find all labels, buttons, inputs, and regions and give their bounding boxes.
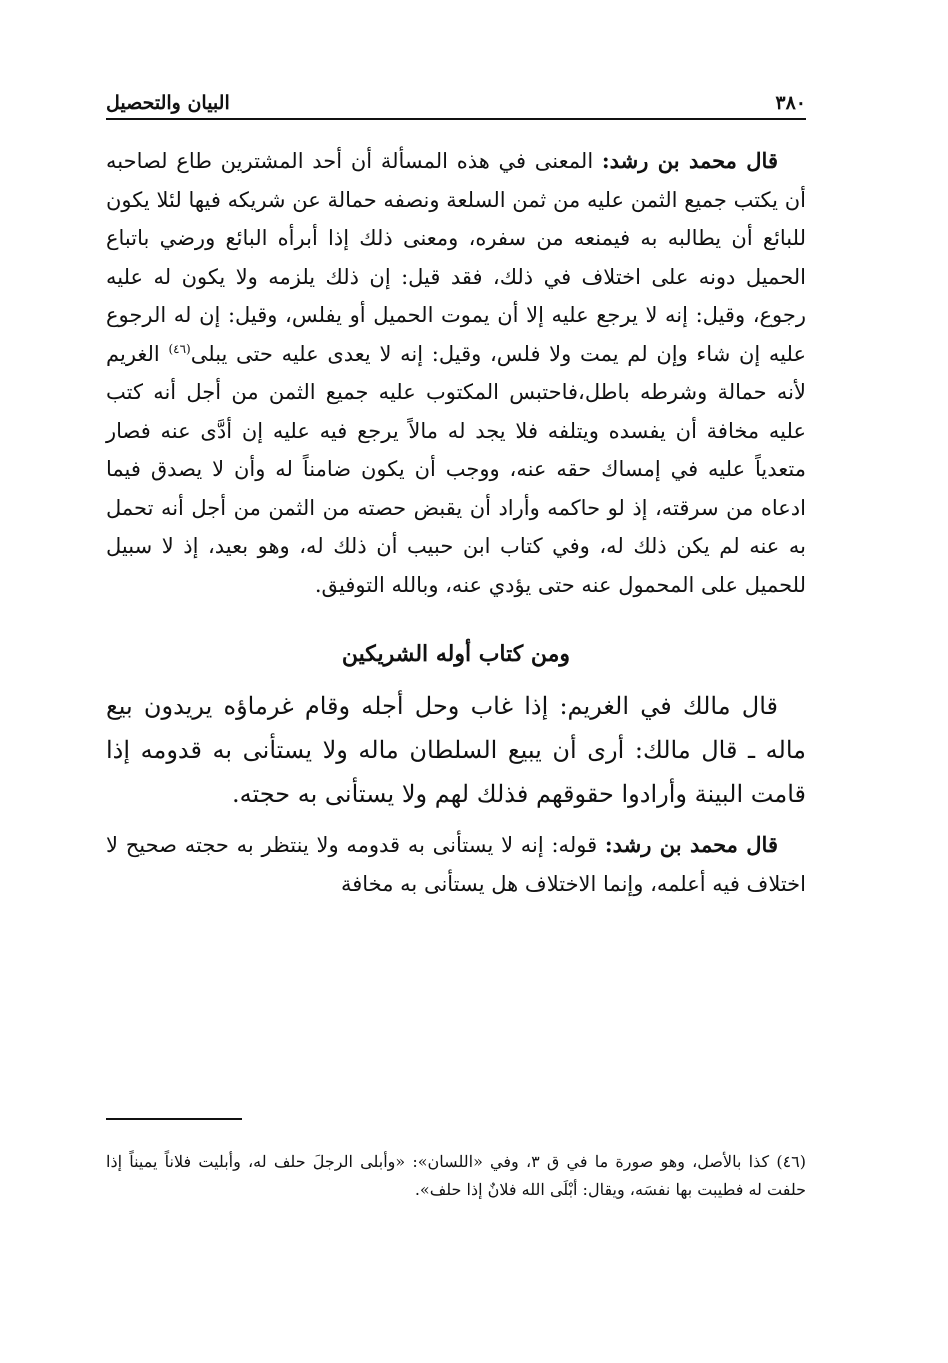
footnote-reference: (٤٦): [168, 341, 191, 356]
commentary-paragraph-2: [106, 826, 806, 903]
commentary-text-2: قوله: إنه لا يستأنى به قدومه ولا ينتظر به حجته صحيح لا اختلاف فيه أعلمه، وإنما الاختلاف هل يستأنى به مخافة: [106, 833, 806, 896]
header-title: البيان والتحصيل: [106, 92, 230, 114]
page-body: [106, 88, 806, 903]
commentary-speaker-1: قال محمد بن رشد:: [601, 148, 778, 173]
footnote-divider: [106, 1118, 242, 1120]
matn-paragraph: قال مالك في الغريم: إذا غاب وحل أجله وقام غرماؤه يريدون بيع ماله ـ قال مالك: أرى أن يبيع السلطان ماله ولا يستأنى به قدومه إذا قامت البينة وأرادوا حقوقهم فذلك لهم ولا يستأنى به حجته.: [106, 692, 806, 808]
footnote: (٤٦) كذا بالأصل، وهو صورة ما في ق ٣، وفي «اللسان»: «وأبلى الرجلَ حلف له، وأبليت فلاناً يميناً إذا حلفت له فطيبت بها نفسَه، ويقال: أبْلَى الله فلانٌ إذا حلف».: [106, 1152, 806, 1199]
page-number: ٣٨٠: [775, 92, 806, 114]
commentary-speaker-2: قال محمد بن رشد:: [604, 832, 778, 857]
commentary-paragraph-1: [106, 142, 806, 604]
chapter-title: ومن كتاب أوله الشريكين: [341, 641, 571, 667]
commentary-text-1b: الغريم لأنه حمالة وشرطه باطل،فاحتبس المكتوب عليه جميع الثمن من أجل أنه كتب عليه مخافة أن يفسده ويتلفه فلا يجد له مالاً يرجع فيه عليه إن أدَّى عنه فصار متعدياً عليه في إمساك حقه عنه، ووجب أن يكون ضامناً له وأن لا يصدق فيما ادعاه من سرقته، إذ لو حاكمه وأراد أن يقبض حصته من الثمن من أجل أنه تحمل به عنه لم يكن ذلك له، وفي كتاب ابن حبيب أن ذلك له، وهو بعيد، إذ لا سبيل للحميل على المحمول عنه حتى يؤدي عنه، وبالله التوفيق.: [106, 341, 806, 597]
commentary-text-1a: المعنى في هذه المسألة أن أحد المشترين طاع لصاحبه أن يكتب جميع الثمن عليه من ثمن السلعة ونصفه حمالة عن شريكه فيها لئلا يكون للبائع أن يطالبه به فيمنعه من سفره، ومعنى ذلك إذا أبرأه البائع ورضي باتباع الحميل دونه على اختلاف في ذلك، فقد قيل: إن ذلك يلزمه ولا يكون له عليه رجوع، وقيل: إنه لا يرجع عليه إلا أن يموت الحميل أو يفلس، وقيل: إن له الرجوع عليه إن شاء وإن لم يمت ولا فلس، وقيل: إنه لا يعدى عليه حتى يبلى: [106, 149, 807, 366]
running-header: [106, 88, 806, 120]
